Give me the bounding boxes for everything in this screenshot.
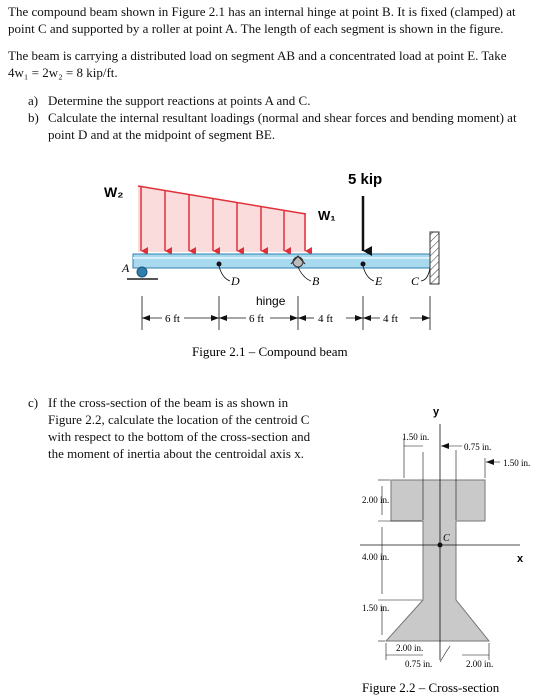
cross-section-shape [386, 480, 489, 641]
dimension-label-3: 4 ft [318, 313, 333, 325]
centroid-label: C [443, 533, 450, 544]
dim-200-left: 2.00 in. [362, 495, 390, 505]
fixed-support-c [430, 232, 439, 284]
y-axis-label: y [433, 406, 440, 418]
question-b-label: b) [28, 110, 39, 125]
point-d-label: D [231, 274, 240, 288]
dimension-label-2: 6 ft [249, 313, 264, 325]
question-c-line: If the cross-section of the beam is as shown in [48, 395, 289, 410]
intro-line: point C and supported by a roller at point A. The length of each segment is shown in the figure. [8, 21, 504, 36]
distributed-load-area [138, 186, 306, 252]
dimension-label-4: 4 ft [383, 313, 398, 325]
intro-line: 4w₁ = 2w₂ = 8 kip/ft. [8, 65, 118, 80]
dim-200-bottom: 2.00 in. [396, 643, 424, 653]
question-c-line: Figure 2.2, calculate the location of the centroid C [48, 412, 310, 427]
point-load-label: 5 kip [348, 171, 383, 188]
beam [133, 254, 430, 268]
figure-2-1-caption: Figure 2.1 – Compound beam [192, 344, 348, 359]
question-a-text: Determine the support reactions at points A and C. [48, 93, 311, 108]
hinge-label: hinge [256, 294, 286, 308]
w1-label: W₁ [318, 208, 336, 223]
question-c-line: with respect to the bottom of the cross-section and [48, 429, 311, 444]
intro-line: The beam is carrying a distributed load on segment AB and a concentrated load at point E. Take [8, 48, 507, 63]
dim-075-bottom: 0.75 in. [405, 659, 433, 669]
dim-150-bottom: 1.50 in. [362, 603, 390, 613]
point-b-label: B [312, 274, 320, 288]
question-b-line: Calculate the internal resultant loadings (normal and shear forces and bending moment) at [48, 110, 517, 125]
question-c-line: the moment of inertia about the centroidal axis x. [48, 446, 304, 461]
centroid-dot [438, 543, 443, 548]
dim-200-br: 2.00 in. [466, 659, 494, 669]
hinge-b [293, 257, 303, 267]
point-d-dot [217, 262, 222, 267]
point-e-dot [361, 262, 366, 267]
point-e-label: E [375, 274, 383, 288]
dim-075-top: 0.75 in. [464, 442, 492, 452]
point-c-label: C [411, 274, 420, 288]
question-c-label: c) [28, 395, 39, 410]
leader-075-bottom [440, 646, 450, 662]
dim-150-top: 1.50 in. [402, 432, 430, 442]
leader-c [421, 268, 430, 281]
roller-support-a [137, 267, 147, 277]
dim-400: 4.00 in. [362, 552, 390, 562]
point-a-label: A [122, 261, 130, 275]
dim-150-right: 1.50 in. [503, 458, 531, 468]
leader-b [298, 267, 311, 281]
w2-label: W₂ [104, 184, 124, 200]
x-axis-label: x [517, 553, 524, 565]
question-a-label: a) [28, 93, 39, 108]
intro-line: The compound beam shown in Figure 2.1 has an internal hinge at point B. It is fixed (clamped) at [8, 4, 516, 19]
question-b-line: point D and at the midpoint of segment BE. [48, 127, 276, 142]
dimension-label-1: 6 ft [165, 313, 180, 325]
figure-2-2-caption: Figure 2.2 – Cross-section [362, 680, 500, 695]
